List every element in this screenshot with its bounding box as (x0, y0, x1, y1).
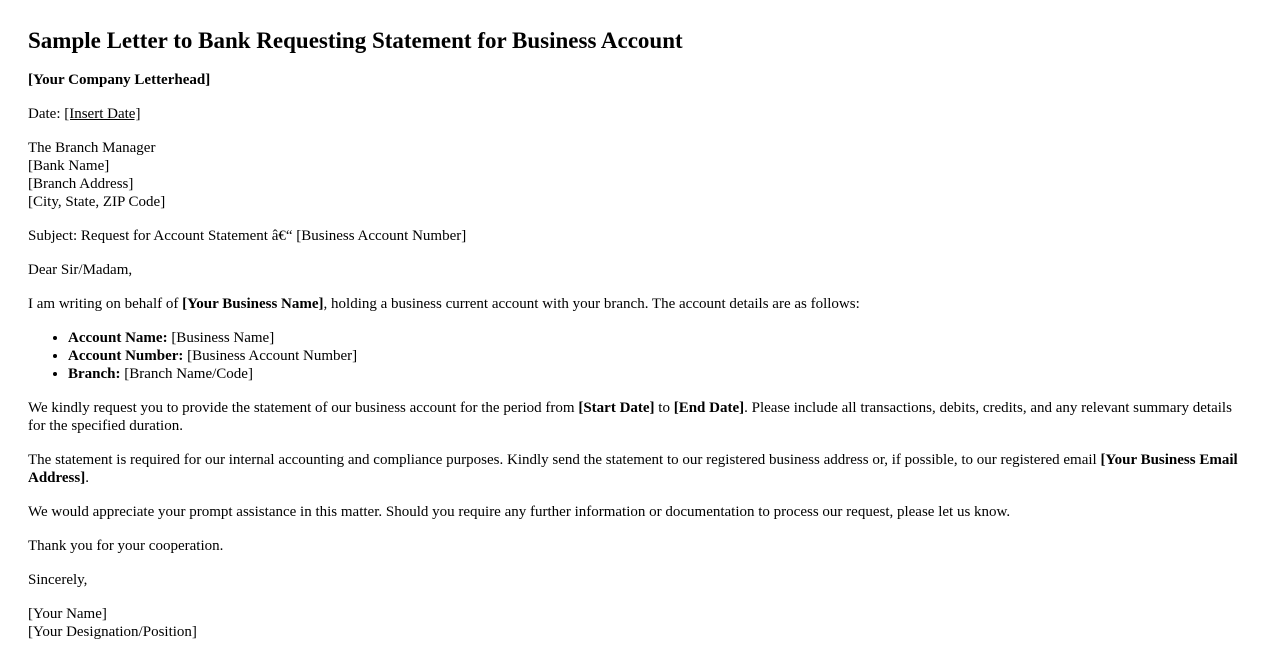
request-paragraph (28, 399, 1238, 435)
signature-block (28, 605, 1238, 641)
detail-label: Branch: (68, 366, 121, 382)
purpose-paragraph (28, 451, 1238, 487)
letterhead-text: [Your Company Letterhead] (28, 72, 211, 88)
closing: Sincerely, (28, 572, 88, 588)
request-text: to (654, 400, 674, 416)
letter-document (28, 0, 1238, 641)
purpose-text: The statement is required for our internal accounting and compliance purposes. Kindly send the statement to our registered business address or, if possible, to our registered email (28, 452, 1101, 468)
thanks-paragraph: Thank you for your cooperation. (28, 538, 224, 554)
detail-label: Account Name: (68, 330, 168, 346)
recipient-line: [City, State, ZIP Code] (28, 194, 166, 210)
recipient-line: [Bank Name] (28, 158, 110, 174)
intro-text: I am writing on behalf of (28, 296, 183, 312)
start-date-placeholder: [Start Date] (578, 400, 655, 416)
intro-text: , holding a business current account with your branch. The account details are as follows: (323, 296, 860, 312)
request-text: . Please include all transactions, debits, credits, and any relevant summary details for the specified duration. (28, 400, 1232, 434)
list-item (68, 347, 1238, 365)
request-text: We kindly request you to provide the statement of our business account for the period from (28, 400, 579, 416)
subject-line: Subject: Request for Account Statement â€“ [Business Account Number] (28, 228, 467, 244)
letterhead (28, 71, 1238, 89)
detail-value: [Business Name] (167, 330, 275, 346)
date-line (28, 105, 1238, 123)
business-name-placeholder: [Your Business Name] (182, 296, 324, 312)
account-details-list (28, 329, 1238, 383)
date-value: [Insert Date] (64, 106, 141, 122)
date-label: Date: (28, 106, 65, 122)
list-item (68, 365, 1238, 383)
recipient-line: [Branch Address] (28, 176, 134, 192)
appreciation-paragraph: We would appreciate your prompt assistance in this matter. Should you require any further information or documentation to process our request, please let us know. (28, 504, 1011, 520)
purpose-text: . (85, 470, 89, 486)
signature-position: [Your Designation/Position] (28, 624, 197, 640)
recipient-address (28, 139, 1238, 211)
page-title: Sample Letter to Bank Requesting Statement for Business Account (28, 28, 683, 53)
intro-paragraph (28, 295, 1238, 313)
detail-label: Account Number: (68, 348, 184, 364)
detail-value: [Business Account Number] (183, 348, 358, 364)
recipient-line: The Branch Manager (28, 140, 156, 156)
salutation: Dear Sir/Madam, (28, 262, 133, 278)
signature-name: [Your Name] (28, 606, 107, 622)
end-date-placeholder: [End Date] (673, 400, 745, 416)
email-placeholder: [Your Business Email Address] (28, 452, 1238, 486)
list-item (68, 329, 1238, 347)
detail-value: [Branch Name/Code] (120, 366, 253, 382)
